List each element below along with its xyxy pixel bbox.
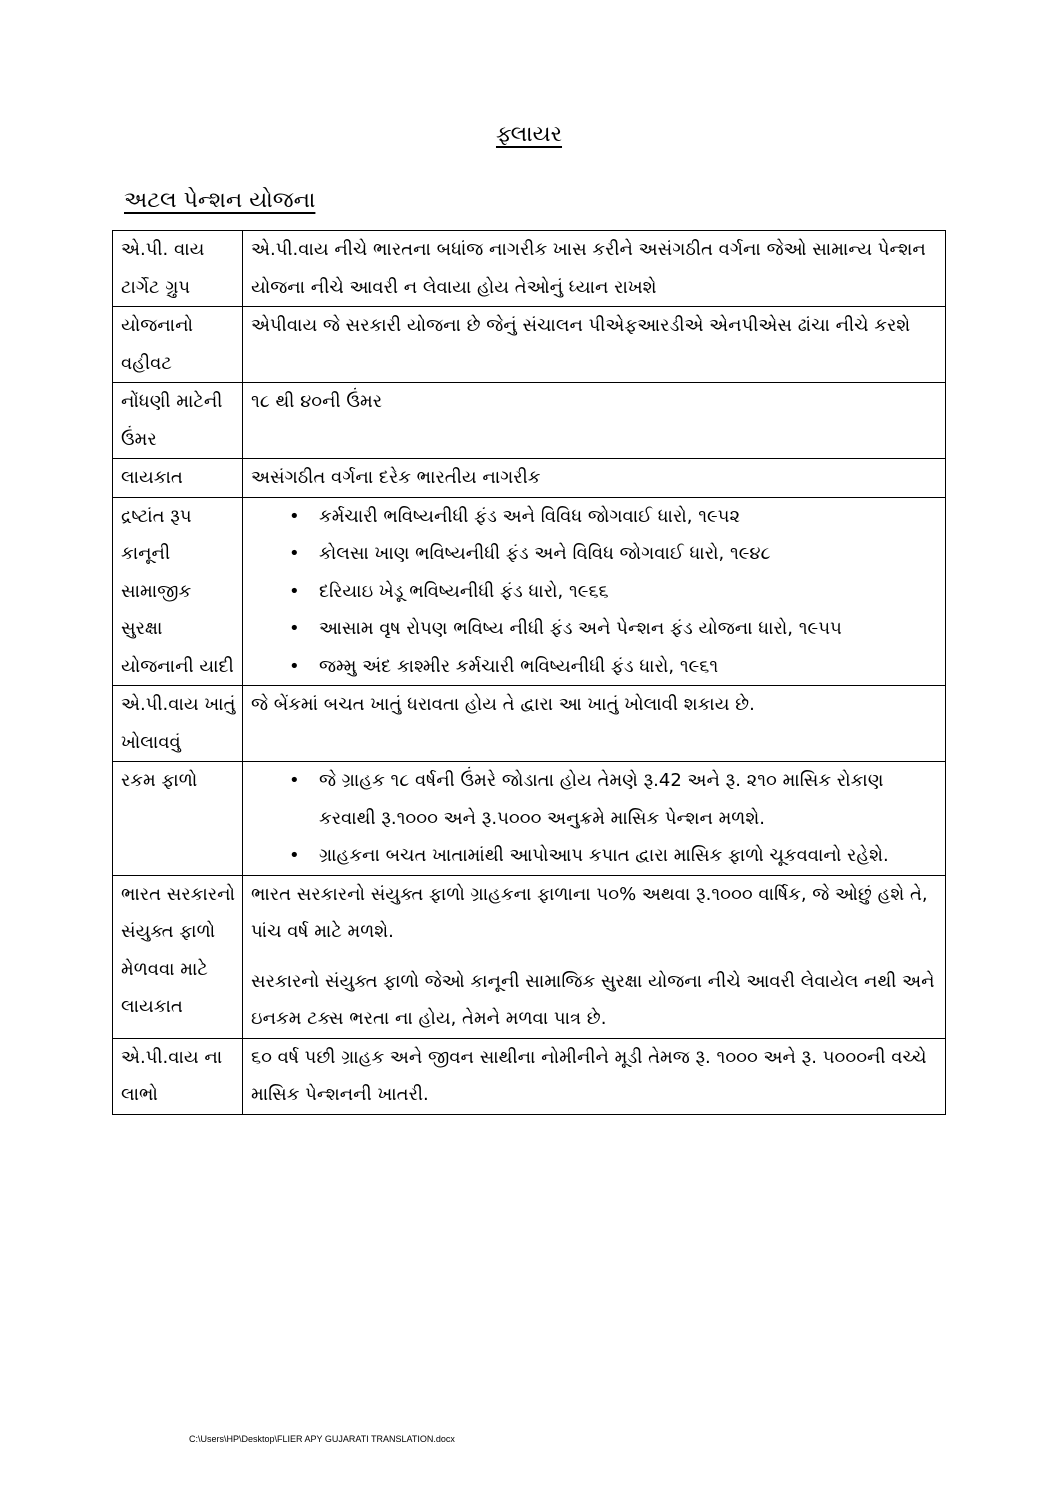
page-title: ફ્લાયર (495, 122, 563, 147)
info-table (112, 230, 946, 1115)
list-item: • દરિયાઇ ખેડૂ ભવિષ્યનીધી ફંડ ધારો, ૧૯૬૬ (319, 573, 939, 611)
row-label-administration: યોજનાનો વહીવટ (113, 307, 243, 383)
row-value-govt-co-contribution (243, 875, 946, 1038)
row-value-eligibility: અસંગઠીત વર્ગના દરેક ભારતીય નાગરીક (243, 459, 946, 498)
list-item: • જે ગ્રાહક ૧૮ વર્ષની ઉંમરે જોડાતા હોય તેમણે રૂ.42 અને રૂ. ૨૧૦ માસિક રોકાણ કરવાથી રૂ.૧૦૦૦ અને રૂ.૫૦૦૦ અનુક્રમે માસિક પેન્શન મળશે. (319, 762, 939, 837)
row-label-eligibility: લાયકાત (113, 459, 243, 498)
row-value-social-security-schemes (243, 497, 946, 686)
govt-contribution-paragraph-2: સરકારનો સંયુક્ત ફાળો જેઓ કાનૂની સામાજિક સુરક્ષા યોજના નીચે આવરી લેવાયેલ નથી અને ઇનકમ ટક્સ ભરતા ના હોય, તેમને મળવા પાત્ર છે. (251, 970, 935, 1029)
list-item: • કોલસા ખાણ ભવિષ્યનીધી ફંડ અને વિવિધ જોગવાઈ ધારો, ૧૯૪૮ (319, 535, 939, 573)
row-value-benefits: ૬૦ વર્ષ પછી ગ્રાહક અને જીવન સાથીના નોમીનીને મૂડી તેમજ રૂ. ૧૦૦૦ અને રૂ. ૫૦૦૦ની વચ્ચે માસિક પેન્શનની ખાતરી. (243, 1038, 946, 1114)
row-value-administration: એપીવાય જે સરકારી યોજના છે જેનું સંચાલન પીએફઆરડીએ એનપીએસ ઢાંચા નીચે કરશે (243, 307, 946, 383)
list-item: • કર્મચારી ભવિષ્યનીધી ફંડ અને વિવિધ જોગવાઈ ધારો, ૧૯૫૨ (319, 498, 939, 536)
row-label-benefits: એ.પી.વાય ના લાભો (113, 1038, 243, 1114)
row-label-target-group: એ.પી. વાય ટાર્ગેટ ગ્રુપ (113, 231, 243, 307)
row-value-enrolment-age: ૧૮ થી ૪૦ની ઉંમર (243, 383, 946, 459)
row-label-enrolment-age: નોંધણી માટેની ઉંમર (113, 383, 243, 459)
list-item: • ગ્રાહકના બચત ખાતામાંથી આપોઆપ કપાત દ્વારા માસિક ફાળો ચૂકવવાનો રહેશે. (319, 837, 939, 875)
table-row (113, 686, 946, 762)
row-label-account-opening: એ.પી.વાય ખાતું ખોલાવવું (113, 686, 243, 762)
table-row (113, 497, 946, 686)
contribution-list (251, 762, 939, 875)
table-row (113, 307, 946, 383)
row-value-target-group: એ.પી.વાય નીચે ભારતના બધાંજ નાગરીક ખાસ કરીને અસંગઠીત વર્ગના જેઓ સામાન્ય પેન્શન યોજના નીચે આવરી ન લેવાયા હોય તેઓનું ધ્યાન રાખશે (243, 231, 946, 307)
row-label-govt-co-contribution: ભારત સરકારનો સંયુક્ત ફાળો મેળવવા માટે લાયકાત (113, 875, 243, 1038)
table-row (113, 762, 946, 876)
table-row (113, 383, 946, 459)
list-item: • આસામ વૃષ રોપણ ભવિષ્ય નીધી ફંડ અને પેન્શન ફંડ યોજના ધારો, ૧૯૫૫ (319, 610, 939, 648)
row-value-account-opening: જે બેંકમાં બચત ખાતું ધરાવતા હોય તે દ્વારા આ ખાતું ખોલાવી શકાય છે. (243, 686, 946, 762)
table-row (113, 1038, 946, 1114)
list-item: • જમ્મુ અંદ કાશ્મીર કર્મચારી ભવિષ્યનીધી ફંડ ધારો, ૧૯૬૧ (319, 648, 939, 686)
govt-contribution-paragraph-1: ભારત સરકારનો સંયુક્ત ફાળો ગ્રાહકના ફાળાના ૫૦% અથવા રૂ.૧૦૦૦ વાર્ષિક, જે ઓછું હશે તે, પાંચ વર્ષ માટે મળશે. (251, 883, 928, 942)
table-row (113, 231, 946, 307)
row-value-contribution (243, 762, 946, 876)
row-label-social-security-schemes: દ્રષ્ટાંત રૂપ કાનૂની સામાજીક સુરક્ષા યોજનાની યાદી (113, 497, 243, 686)
footer-file-path: C:\Users\HP\Desktop\FLIER APY GUJARATI TRANSLATION.docx (189, 1434, 455, 1444)
row-label-contribution: રકમ ફાળો (113, 762, 243, 876)
scheme-heading: અટલ પેન્શન યોજના (124, 188, 316, 213)
table-row (113, 459, 946, 498)
schemes-list (251, 498, 939, 686)
table-row (113, 875, 946, 1038)
